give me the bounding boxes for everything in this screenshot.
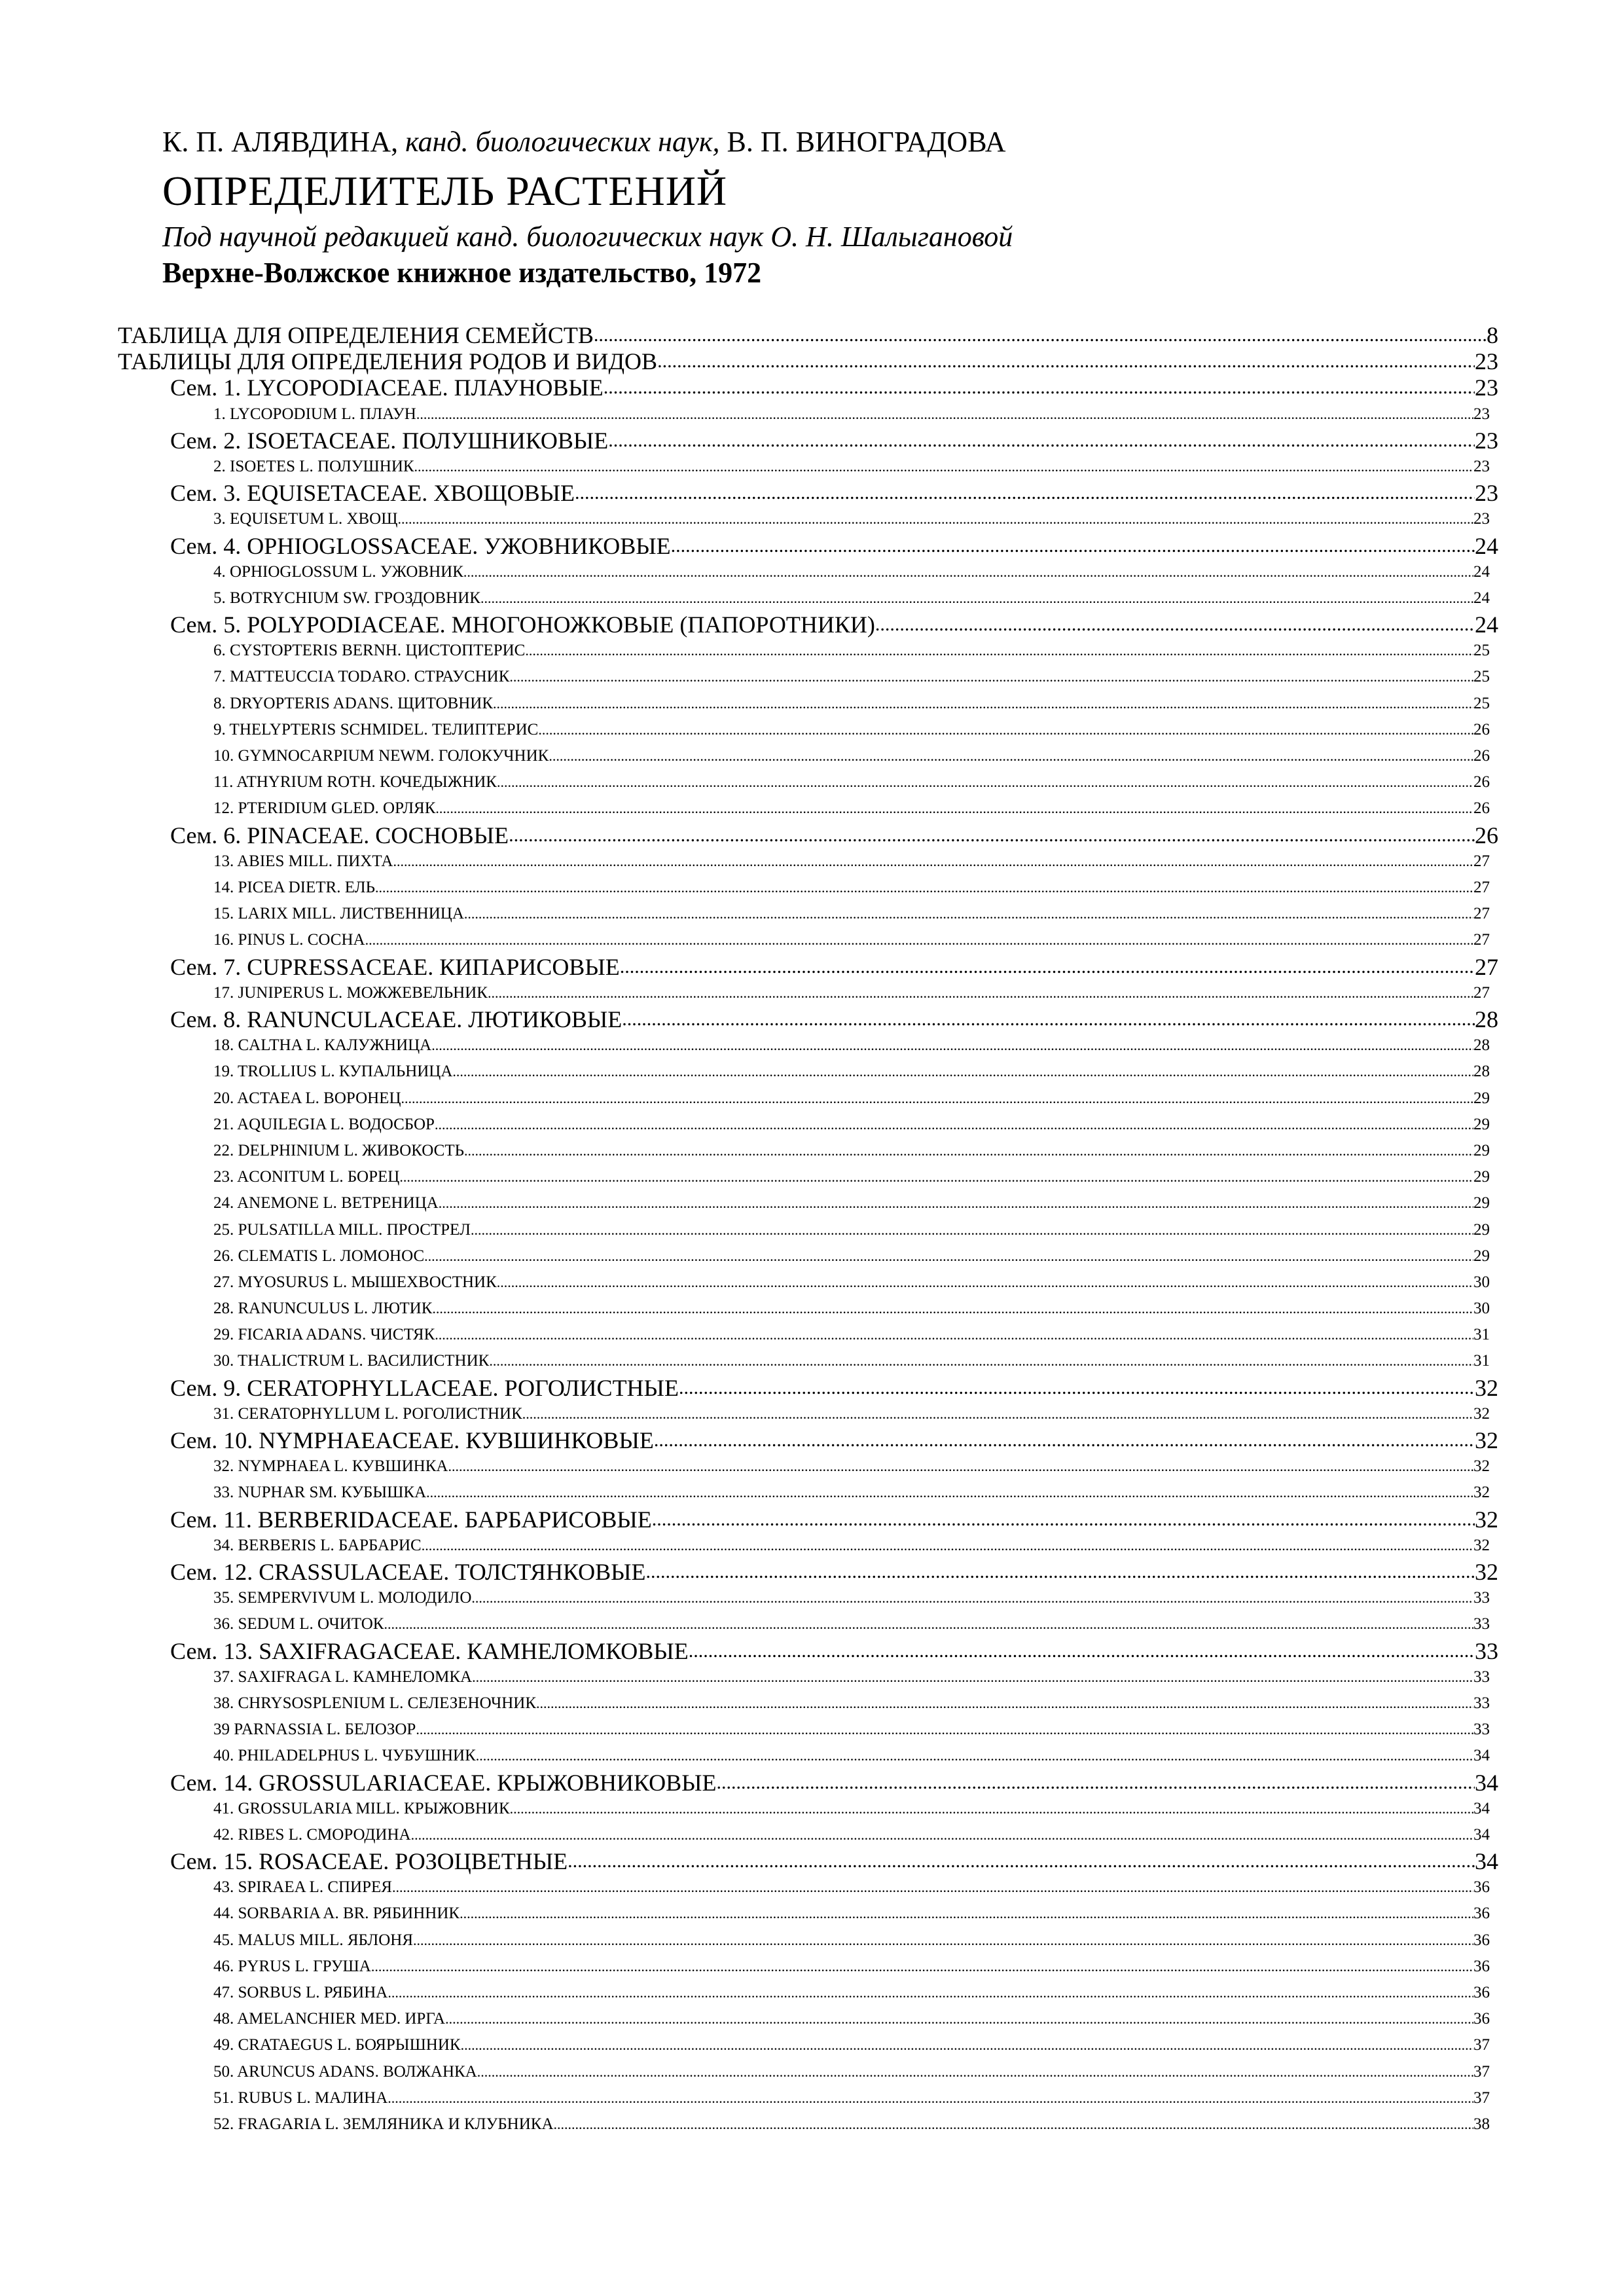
toc-entry-label: 22. DELPHINIUM L. ЖИВОКОСТЬ [213,1142,464,1159]
toc-dot-leader [509,822,1475,848]
toc-genus-entry[interactable] [213,1958,1490,1976]
toc-genus-entry[interactable] [213,589,1490,608]
toc-page-number: 24 [1473,563,1490,581]
toc-genus-entry[interactable] [213,1668,1490,1686]
toc-page-number: 33 [1473,1694,1490,1712]
toc-family-entry[interactable] [170,1427,1498,1453]
toc-page-number: 24 [1473,589,1490,607]
toc-page-number: 32 [1475,1559,1498,1585]
toc-entry-label: Сем. 4. OPHIOGLOSSACEAE. УЖОВНИКОВЫЕ [170,533,671,559]
toc-page-number: 38 [1473,2115,1490,2133]
toc-entry-label: ТАБЛИЦЫ ДЛЯ ОПРЕДЕЛЕНИЯ РОДОВ И ВИДОВ [118,348,658,374]
toc-genus-entry[interactable] [213,642,1490,660]
toc-genus-entry[interactable] [213,1300,1490,1318]
toc-page-number: 24 [1475,533,1498,559]
toc-page-number: 29 [1473,1142,1490,1159]
toc-dot-leader [480,589,1473,608]
toc-dot-leader [620,954,1475,980]
toc-dot-leader [525,642,1473,660]
toc-genus-entry[interactable] [213,1142,1490,1160]
toc-dot-leader [365,931,1473,949]
toc-entry-label: 21. AQUILEGIA L. ВОДОСБОР [213,1116,435,1133]
toc-dot-leader [463,563,1473,581]
toc-dot-leader [435,799,1473,818]
toc-page-number: 28 [1475,1006,1498,1032]
toc-genus-entry[interactable] [213,1694,1490,1713]
toc-page-number: 8 [1487,322,1498,348]
toc-entry-label: 2. ISOETES L. ПОЛУШНИК [213,458,414,475]
toc-genus-entry[interactable] [213,852,1490,871]
toc-entry-label: Сем. 1. LYCOPODIACEAE. ПЛАУНОВЫЕ [170,374,604,401]
toc-genus-entry[interactable] [213,1747,1490,1765]
toc-dot-leader [477,2063,1473,2081]
toc-genus-entry[interactable] [213,1116,1490,1134]
toc-entry-label: 5. BOTRYCHIUM SW. ГРОЗДОВНИК [213,589,480,607]
toc-page-number: 23 [1473,458,1490,475]
toc-entry-label: 34. BERBERIS L. БАРБАРИС [213,1537,422,1554]
toc-page-number: 23 [1475,428,1498,454]
toc-entry-label: 15. LARIX MILL. ЛИСТВЕННИЦА [213,905,464,922]
toc-entry-label: 14. PICEA DIETR. ЕЛЬ [213,879,375,896]
toc-genus-entry[interactable] [213,1352,1490,1370]
toc-page-number: 36 [1473,1958,1490,1975]
toc-entry-label: ТАБЛИЦА ДЛЯ ОПРЕДЕЛЕНИЯ СЕМЕЙСТВ [118,322,594,348]
toc-entry-label: 33. NUPHAR SM. КУБЫШКА [213,1484,427,1501]
toc-dot-leader [554,2115,1473,2134]
author-1-degree: канд. биологических наук, [405,126,720,158]
toc-entry-label: 20. ACTAEA L. ВОРОНЕЦ [213,1089,401,1107]
toc-page-number: 36 [1473,2010,1490,2028]
toc-page-number: 32 [1473,1405,1490,1423]
toc-page-number: 29 [1473,1168,1490,1186]
toc-dot-leader [689,1638,1475,1664]
toc-page-number: 23 [1473,405,1490,423]
toc-entry-label: 8. DRYOPTERIS ADANS. ЩИТОВНИК [213,695,494,712]
toc-dot-leader [646,1559,1475,1585]
toc-dot-leader [435,1326,1473,1344]
toc-entry-label: 10. GYMNOCARPIUM NEWM. ГОЛОКУЧНИК [213,747,549,765]
toc-dot-leader [424,1247,1473,1266]
toc-entry-label: Сем. 3. EQUISETACEAE. ХВОЩОВЫЕ [170,480,575,506]
toc-dot-leader [375,879,1473,897]
toc-entry-label: 44. SORBARIA A. BR. РЯБИННИК [213,1904,460,1922]
toc-genus-entry[interactable] [213,2115,1490,2134]
toc-page-number: 32 [1473,1484,1490,1501]
toc-family-entry[interactable] [170,954,1498,980]
toc-genus-entry[interactable] [213,1168,1490,1186]
toc-entry-label: 45. MALUS MILL. ЯБЛОНЯ [213,1931,414,1949]
toc-genus-entry[interactable] [213,510,1490,528]
toc-page-number: 29 [1473,1116,1490,1133]
toc-dot-leader [393,852,1473,871]
toc-entry-label: 3. EQUISETUM L. ХВОЩ [213,510,398,528]
toc-genus-entry[interactable] [213,695,1490,713]
toc-dot-leader [608,428,1475,454]
toc-genus-entry[interactable] [213,984,1490,1002]
toc-dot-leader [448,1457,1473,1476]
toc-dot-leader [388,1984,1473,2002]
toc-genus-entry[interactable] [213,2089,1490,2107]
toc-page-number: 36 [1473,1878,1490,1896]
toc-page-number: 25 [1473,695,1490,712]
toc-page-number: 29 [1473,1221,1490,1239]
toc-entry-label: 4. OPHIOGLOSSUM L. УЖОВНИК [213,563,463,581]
editor-line: Под научной редакцией канд. биологических наук О. Н. Шалыгановой [162,221,1013,253]
toc-genus-entry[interactable] [213,721,1490,739]
toc-entry-label: Сем. 11. BERBERIDACEAE. БАРБАРИСОВЫЕ [170,1506,652,1533]
toc-dot-leader [497,773,1473,792]
toc-dot-leader [471,1221,1473,1239]
book-title: ОПРЕДЕЛИТЕЛЬ РАСТЕНИЙ [162,168,728,214]
toc-page-number: 30 [1473,1273,1490,1291]
toc-dot-leader [464,1142,1473,1160]
toc-dot-leader [472,1668,1473,1686]
toc-dot-leader [522,1405,1473,1423]
toc-page-number: 26 [1473,799,1490,817]
toc-genus-entry[interactable] [213,1931,1490,1950]
toc-genus-entry[interactable] [213,747,1490,765]
toc-section-entry[interactable] [118,322,1498,348]
toc-entry-label: Сем. 8. RANUNCULACEAE. ЛЮТИКОВЫЕ [170,1006,623,1032]
toc-genus-entry[interactable] [213,2010,1490,2028]
toc-family-entry[interactable] [170,1638,1498,1664]
toc-genus-entry[interactable] [213,1405,1490,1423]
toc-entry-label: Сем. 7. CUPRESSACEAE. КИПАРИСОВЫЕ [170,954,620,980]
toc-dot-leader [476,1747,1473,1765]
toc-genus-entry[interactable] [213,1326,1490,1344]
toc-dot-leader [497,1273,1473,1292]
toc-entry-label: 40. PHILADELPHUS L. ЧУБУШНИК [213,1747,476,1764]
toc-dot-leader [431,1036,1473,1055]
toc-genus-entry[interactable] [213,931,1490,949]
toc-page-number: 27 [1473,984,1490,1002]
toc-genus-entry[interactable] [213,1984,1490,2002]
toc-dot-leader [411,1826,1473,1844]
toc-genus-entry[interactable] [213,879,1490,897]
toc-dot-leader [413,1931,1473,1950]
toc-dot-leader [509,668,1473,686]
toc-genus-entry[interactable] [213,1904,1490,1923]
toc-dot-leader [392,1878,1473,1897]
toc-page-number: 29 [1473,1194,1490,1212]
toc-entry-label: 18. CALTHA L. КАЛУЖНИЦА [213,1036,432,1054]
toc-page-number: 34 [1475,1770,1498,1796]
toc-dot-leader [401,1089,1473,1108]
toc-dot-leader [657,348,1475,374]
toc-genus-entry[interactable] [213,799,1490,818]
toc-page-number: 33 [1473,1668,1490,1686]
toc-dot-leader [549,747,1473,765]
toc-genus-entry[interactable] [213,1589,1490,1607]
toc-page-number: 23 [1475,374,1498,401]
toc-dot-leader [371,1958,1473,1976]
toc-page-number: 36 [1473,1931,1490,1949]
toc-entry-label: 36. SEDUM L. ОЧИТОК [213,1615,384,1633]
toc-genus-entry[interactable] [213,1615,1490,1633]
toc-genus-entry[interactable] [213,668,1490,686]
toc-page-number: 28 [1473,1036,1490,1054]
toc-family-entry[interactable] [170,1848,1498,1874]
toc-genus-entry[interactable] [213,1036,1490,1055]
toc-page-number: 32 [1475,1506,1498,1533]
toc-family-entry[interactable] [170,1006,1498,1032]
toc-page-number: 26 [1473,773,1490,791]
toc-page-number: 23 [1475,348,1498,374]
toc-entry-label: 7. MATTEUCCIA TODARO. СТРАУСНИК [213,668,510,685]
toc-family-entry[interactable] [170,611,1498,638]
toc-dot-leader [622,1006,1475,1032]
toc-entry-label: 25. PULSATILLA MILL. ПРОСТРЕЛ [213,1221,471,1239]
toc-family-entry[interactable] [170,1770,1498,1796]
toc-genus-entry[interactable] [213,2036,1490,2054]
toc-entry-label: 49. CRATAEGUS L. БОЯРЫШНИК [213,2036,461,2054]
toc-genus-entry[interactable] [213,1721,1490,1739]
toc-page-number: 27 [1473,931,1490,949]
toc-dot-leader [439,1194,1473,1212]
toc-page-number: 27 [1475,954,1498,980]
toc-genus-entry[interactable] [213,1194,1490,1212]
toc-genus-entry[interactable] [213,1537,1490,1555]
toc-dot-leader [464,905,1473,923]
toc-dot-leader [461,2036,1473,2054]
toc-genus-entry[interactable] [213,458,1490,476]
toc-page-number: 26 [1475,822,1498,848]
toc-page-number: 27 [1473,879,1490,896]
toc-entry-label: 11. ATHYRIUM ROTH. КОЧЕДЫЖНИК [213,773,497,791]
toc-page-number: 34 [1473,1800,1490,1817]
toc-page-number: 32 [1473,1537,1490,1554]
toc-family-entry[interactable] [170,480,1498,506]
toc-dot-leader [568,1848,1475,1874]
toc-page-number: 34 [1475,1848,1498,1874]
toc-entry-label: 52. FRAGARIA L. ЗЕМЛЯНИКА И КЛУБНИКА [213,2115,554,2133]
toc-entry-label: Сем. 12. CRASSULACEAE. ТОЛСТЯНКОВЫЕ [170,1559,646,1585]
toc-dot-leader [493,695,1473,713]
toc-entry-label: 43. SPIRAEA L. СПИРЕЯ [213,1878,392,1896]
toc-entry-label: 16. PINUS L. СОСНА [213,931,365,949]
toc-dot-leader [460,1904,1473,1923]
toc-dot-leader [604,374,1475,401]
toc-genus-entry[interactable] [213,563,1490,581]
toc-page-number: 37 [1473,2036,1490,2054]
toc-page-number: 27 [1473,905,1490,922]
toc-entry-label: 28. RANUNCULUS L. ЛЮТИК [213,1300,433,1317]
toc-genus-entry[interactable] [213,1800,1490,1818]
toc-entry-label: 48. AMELANCHIER MED. ИРГА [213,2010,446,2028]
toc-entry-label: 50. ARUNCUS ADANS. ВОЛЖАНКА [213,2063,477,2081]
toc-entry-label: Сем. 6. PINACEAE. СОСНОВЫЕ [170,822,509,848]
toc-family-entry[interactable] [170,1506,1498,1533]
toc-page-number: 24 [1475,611,1498,638]
toc-genus-entry[interactable] [213,1273,1490,1292]
toc-entry-label: 19. TROLLIUS L. КУПАЛЬНИЦА [213,1063,453,1080]
toc-dot-leader [422,1537,1473,1555]
toc-page-number: 37 [1473,2089,1490,2107]
toc-entry-label: Сем. 5. POLYPODIACEAE. МНОГОНОЖКОВЫЕ (ПАПОРОТНИКИ) [170,611,875,638]
toc-page-number: 27 [1473,852,1490,870]
toc-dot-leader [426,1484,1473,1502]
toc-page-number: 33 [1475,1638,1498,1664]
toc-dot-leader [489,1352,1473,1370]
toc-dot-leader [652,1506,1475,1533]
toc-entry-label: 29. FICARIA ADANS. ЧИСТЯК [213,1326,435,1343]
toc-family-entry[interactable] [170,1559,1498,1585]
toc-page-number: 23 [1475,480,1498,506]
toc-dot-leader [452,1063,1473,1081]
toc-page-number: 36 [1473,1984,1490,2001]
toc-entry-label: 27. MYOSURUS L. МЫШЕХВОСТНИК [213,1273,497,1291]
toc-entry-label: 41. GROSSULARIA MILL. КРЫЖОВНИК [213,1800,510,1817]
toc-dot-leader [575,480,1475,506]
toc-page-number: 25 [1473,668,1490,685]
toc-page-number: 34 [1473,1747,1490,1764]
toc-entry-label: 9. THELYPTERIS SCHMIDEL. ТЕЛИПТЕРИС [213,721,539,738]
toc-family-entry[interactable] [170,822,1498,848]
toc-dot-leader [399,1168,1473,1186]
toc-page-number: 33 [1473,1721,1490,1738]
toc-family-entry[interactable] [170,1375,1498,1401]
toc-dot-leader [414,458,1473,476]
toc-entry-label: 26. CLEMATIS L. ЛОМОНОС [213,1247,425,1265]
toc-dot-leader [416,1721,1473,1739]
author-2: В. П. ВИНОГРАДОВА [727,126,1006,158]
toc-dot-leader [717,1770,1475,1796]
toc-page-number: 31 [1473,1326,1490,1343]
toc-genus-entry[interactable] [213,1826,1490,1844]
toc-genus-entry[interactable] [213,2063,1490,2081]
toc-entry-label: 37. SAXIFRAGA L. КАМНЕЛОМКА [213,1668,473,1686]
toc-section-entry[interactable] [118,348,1498,374]
toc-entry-label: 12. PTERIDIUM GLED. ОРЛЯК [213,799,436,817]
toc-genus-entry[interactable] [213,905,1490,923]
toc-genus-entry[interactable] [213,1247,1490,1266]
toc-page-number: 31 [1473,1352,1490,1370]
toc-page-number: 29 [1473,1089,1490,1107]
toc-genus-entry[interactable] [213,1089,1490,1108]
toc-entry-label: Сем. 15. ROSACEAE. РОЗОЦВЕТНЫЕ [170,1848,568,1874]
toc-entry-label: 46. PYRUS L. ГРУША [213,1958,371,1975]
toc-entry-label: 38. CHRYSOSPLENIUM L. СЕЛЕЗЕНОЧНИК [213,1694,537,1712]
toc-dot-leader [432,1300,1473,1318]
toc-entry-label: 35. SEMPERVIVUM L. МОЛОДИЛО [213,1589,472,1607]
toc-page-number: 29 [1473,1247,1490,1265]
toc-entry-label: 31. CERATOPHYLLUM L. РОГОЛИСТНИК [213,1405,522,1423]
toc-page-number: 33 [1473,1589,1490,1607]
toc-dot-leader [679,1375,1475,1401]
toc-dot-leader [488,984,1473,1002]
toc-dot-leader [471,1589,1473,1607]
toc-entry-label: 1. LYCOPODIUM L. ПЛАУН [213,405,416,423]
publisher-line: Верхне-Волжское книжное издательство, 1972 [162,257,762,289]
toc-page-number: 34 [1473,1826,1490,1844]
toc-entry-label: 47. SORBUS L. РЯБИНА [213,1984,388,2001]
toc-dot-leader [397,510,1473,528]
toc-entry-label: 39 PARNASSIA L. БЕЛОЗОР [213,1721,416,1738]
toc-dot-leader [384,1615,1473,1633]
toc-page-number: 32 [1475,1375,1498,1401]
toc-entry-label: 51. RUBUS L. МАЛИНА [213,2089,388,2107]
toc-genus-entry[interactable] [213,1063,1490,1081]
toc-page-number: 37 [1473,2063,1490,2081]
toc-entry-label: Сем. 14. GROSSULARIACEAE. КРЫЖОВНИКОВЫЕ [170,1770,717,1796]
toc-entry-label: Сем. 13. SAXIFRAGACEAE. КАМНЕЛОМКОВЫЕ [170,1638,689,1664]
toc-entry-label: 13. ABIES MILL. ПИХТА [213,852,393,870]
toc-page-number: 23 [1473,510,1490,528]
toc-page-number: 32 [1473,1457,1490,1475]
toc-dot-leader [510,1800,1473,1818]
toc-genus-entry[interactable] [213,1457,1490,1476]
toc-page-number: 25 [1473,642,1490,659]
toc-genus-entry[interactable] [213,405,1490,424]
toc-page-number: 33 [1473,1615,1490,1633]
toc-page-number: 28 [1473,1063,1490,1080]
toc-entry-label: Сем. 10. NYMPHAEACEAE. КУВШИНКОВЫЕ [170,1427,654,1453]
toc-entry-label: 23. ACONITUM L. БОРЕЦ [213,1168,400,1186]
toc-entry-label: 6. CYSTOPTERIS BERNH. ЦИСТОПТЕРИС [213,642,526,659]
toc-family-entry[interactable] [170,374,1498,401]
toc-genus-entry[interactable] [213,1484,1490,1502]
toc-dot-leader [654,1427,1475,1453]
toc-dot-leader [875,611,1475,638]
toc-page-number: 36 [1473,1904,1490,1922]
toc-genus-entry[interactable] [213,773,1490,792]
toc-dot-leader [538,721,1473,739]
toc-genus-entry[interactable] [213,1221,1490,1239]
toc-dot-leader [435,1116,1473,1134]
toc-genus-entry[interactable] [213,1878,1490,1897]
toc-entry-label: 32. NYMPHAEA L. КУВШИНКА [213,1457,448,1475]
toc-page-number: 26 [1473,721,1490,738]
toc-entry-label: 42. RIBES L. СМОРОДИНА [213,1826,411,1844]
toc-dot-leader [416,405,1473,424]
toc-dot-leader [671,533,1475,559]
toc-entry-label: Сем. 2. ISOETACEAE. ПОЛУШНИКОВЫЕ [170,428,609,454]
toc-entry-label: 24. ANEMONE L. ВЕТРЕНИЦА [213,1194,439,1212]
toc-entry-label: Сем. 9. CERATOPHYLLACEAE. РОГОЛИСТНЫЕ [170,1375,679,1401]
toc-entry-label: 30. THALICTRUM L. ВАСИЛИСТНИК [213,1352,490,1370]
toc-dot-leader [594,322,1487,348]
toc-dot-leader [388,2089,1473,2107]
toc-family-entry[interactable] [170,428,1498,454]
toc-page-number: 26 [1473,747,1490,765]
author-1: К. П. АЛЯВДИНА, [162,126,399,158]
toc-page-number: 30 [1473,1300,1490,1317]
toc-dot-leader [536,1694,1473,1713]
toc-entry-label: 17. JUNIPERUS L. МОЖЖЕВЕЛЬНИК [213,984,488,1002]
toc-family-entry[interactable] [170,533,1498,559]
toc-dot-leader [445,2010,1473,2028]
toc-page-number: 32 [1475,1427,1498,1453]
